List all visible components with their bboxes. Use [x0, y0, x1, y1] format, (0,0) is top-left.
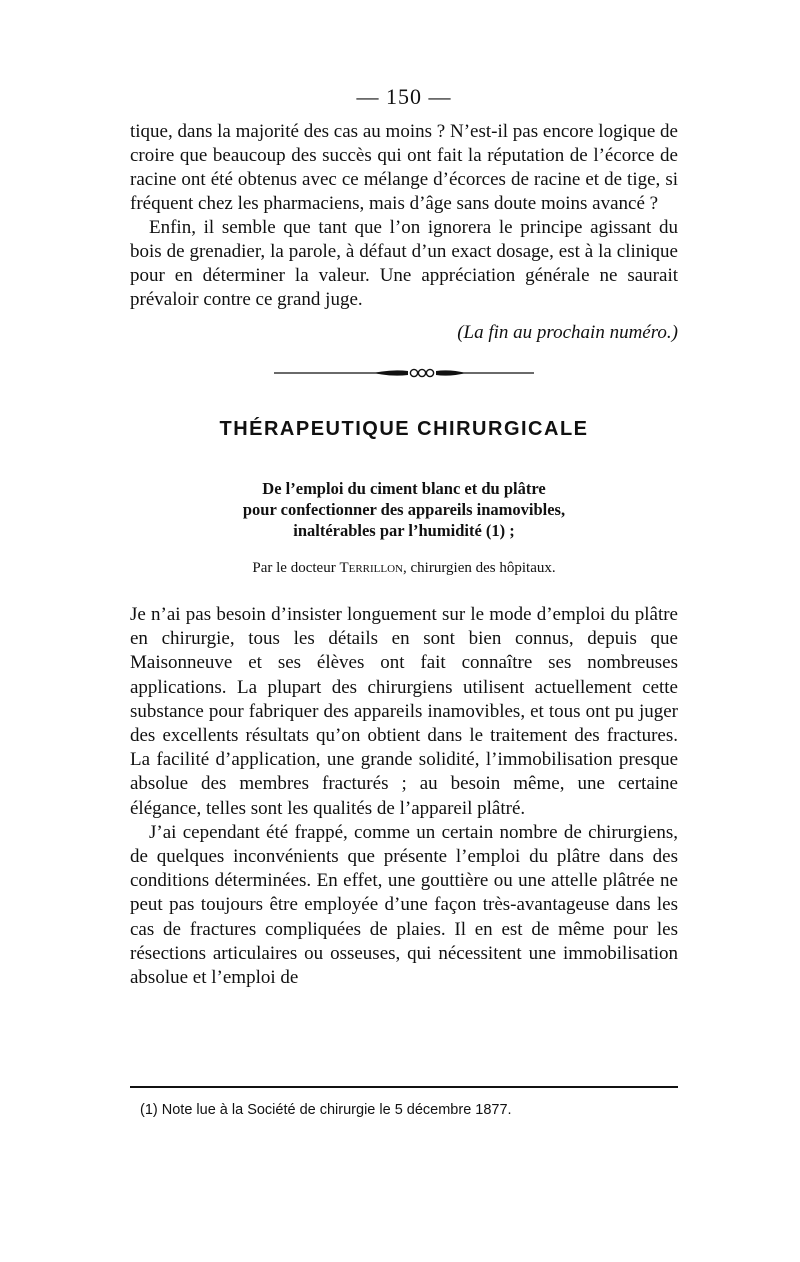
section-title: THÉRAPEUTIQUE CHIRURGICALE: [219, 418, 589, 440]
paragraph-continued: tique, dans la majorité des cas au moins ? N’est-il pas encore logique de croire que beaucoup des succès qui ont fait la réputation de l’écorce de racine ont été obtenus avec ce mélange d’écorces de racine et de tige, si fréquent chez les pharmaciens, mais d’âge sans doute moins avancé ?: [130, 121, 678, 214]
footnote: (1) Note lue à la Société de chirurgie le 5 décembre 1877.: [140, 1102, 512, 1118]
page-content: [130, 82, 678, 990]
page-number: — 150 —: [356, 84, 452, 109]
byline-suffix: , chirurgien des hôpitaux.: [403, 560, 556, 576]
article-body: [130, 603, 678, 990]
paragraph: J’ai cependant été frappé, comme un certain nombre de chirurgiens, de quelques inconvénients que présente l’emploi du plâtre dans des conditions déterminées. En effet, une gouttière ou une attelle plâtrée ne peut pas toujours être employée d’une façon très-avantageuse dans les cas de fractures compliquées de plaies. Il en est de même pour les résections articulaires ou osseuses, qui nécessitent une immobilisation absolue et l’emploi de: [130, 821, 678, 989]
footnote-rule: [130, 1086, 678, 1088]
byline: [130, 557, 678, 579]
paragraph: Enfin, il semble que tant que l’on ignorera le principe agissant du bois de grenadier, la parole, à défaut d’un exact dosage, est à la clinique pour en déterminer la valeur. Une appréciation générale ne saurait prévaloir contre ce grand juge.: [130, 217, 678, 310]
article-title-line: De l’emploi du ciment blanc et du plâtre: [262, 479, 546, 498]
article-title: [130, 478, 678, 541]
byline-prefix: Par le docteur: [252, 560, 336, 576]
ornamental-divider: [274, 366, 534, 380]
article-title-line: pour confectionner des appareils inamovibles,: [242, 500, 566, 519]
author-name: Terrillon: [339, 560, 403, 576]
paragraph: Je n’ai pas besoin d’insister longuement sur le mode d’emploi du plâtre en chirurgie, tous les détails en sont bien connus, depuis que Maisonneuve et ses élèves ont fait connaître ses nombreuses applications. La plupart des chirurgiens utilisent actuellement cette substance pour fabriquer des appareils inamovibles, et tous ont pu juger des excellents résultats qu’on obtient dans le traitement des fractures. La facilité d’application, une grande solidité, l’immobilisation presque absolue des membres fracturés ; au besoin même, une certaine élégance, telles sont les qualités de l’appareil plâtré.: [130, 604, 678, 819]
article-title-line: inaltérables par l’humidité (1) ;: [293, 521, 515, 540]
to-be-continued-note: (La fin au prochain numéro.): [457, 322, 678, 343]
